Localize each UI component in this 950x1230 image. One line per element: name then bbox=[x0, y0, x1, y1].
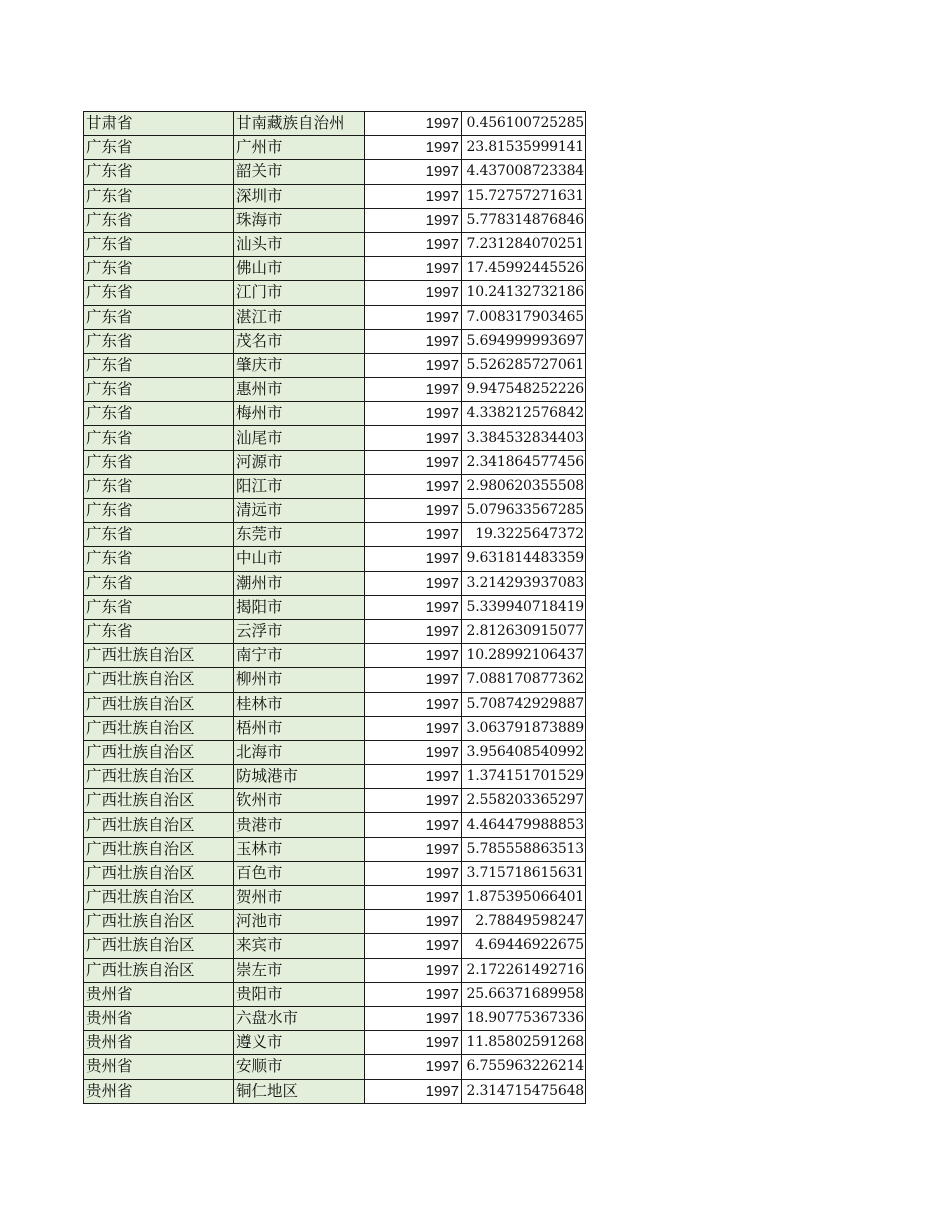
year-cell[interactable]: 1997 bbox=[365, 837, 462, 861]
city-cell[interactable]: 防城港市 bbox=[234, 765, 365, 789]
value-cell[interactable]: 1.374151701529 bbox=[462, 765, 586, 789]
table-row bbox=[84, 958, 586, 982]
province-cell[interactable]: 广西壮族自治区 bbox=[84, 789, 234, 813]
year-cell[interactable]: 1997 bbox=[365, 329, 462, 353]
table-row bbox=[84, 474, 586, 498]
city-cell[interactable]: 佛山市 bbox=[234, 257, 365, 281]
table-row bbox=[84, 619, 586, 643]
city-cell[interactable]: 六盘水市 bbox=[234, 1006, 365, 1030]
city-cell[interactable]: 贵阳市 bbox=[234, 982, 365, 1006]
year-cell[interactable]: 1997 bbox=[365, 982, 462, 1006]
province-cell[interactable]: 广东省 bbox=[84, 402, 234, 426]
city-cell[interactable]: 河池市 bbox=[234, 910, 365, 934]
city-cell[interactable]: 玉林市 bbox=[234, 837, 365, 861]
value-cell[interactable]: 2.78849598247 bbox=[462, 910, 586, 934]
city-cell[interactable]: 北海市 bbox=[234, 740, 365, 764]
value-cell[interactable]: 10.28992106437 bbox=[462, 644, 586, 668]
value-cell[interactable]: 5.708742929887 bbox=[462, 692, 586, 716]
year-cell[interactable]: 1997 bbox=[365, 208, 462, 232]
value-cell[interactable]: 3.214293937083 bbox=[462, 571, 586, 595]
province-cell[interactable]: 贵州省 bbox=[84, 1055, 234, 1079]
table-row bbox=[84, 886, 586, 910]
table-row bbox=[84, 692, 586, 716]
table-row bbox=[84, 910, 586, 934]
table-row bbox=[84, 571, 586, 595]
table-row bbox=[84, 136, 586, 160]
table-row bbox=[84, 378, 586, 402]
value-cell[interactable]: 19.3225647372 bbox=[462, 523, 586, 547]
value-cell[interactable]: 5.785558863513 bbox=[462, 837, 586, 861]
value-cell[interactable]: 3.956408540992 bbox=[462, 740, 586, 764]
province-cell[interactable]: 广东省 bbox=[84, 257, 234, 281]
province-cell[interactable]: 广西壮族自治区 bbox=[84, 813, 234, 837]
table-row bbox=[84, 861, 586, 885]
table-row bbox=[84, 499, 586, 523]
value-cell[interactable]: 5.526285727061 bbox=[462, 353, 586, 377]
table-row bbox=[84, 789, 586, 813]
value-cell[interactable]: 9.947548252226 bbox=[462, 378, 586, 402]
table-row bbox=[84, 765, 586, 789]
province-cell[interactable]: 广东省 bbox=[84, 450, 234, 474]
province-cell[interactable]: 广东省 bbox=[84, 378, 234, 402]
city-cell[interactable]: 甘南藏族自治州 bbox=[234, 112, 365, 136]
year-cell[interactable]: 1997 bbox=[365, 886, 462, 910]
city-cell[interactable]: 汕头市 bbox=[234, 232, 365, 256]
year-cell[interactable]: 1997 bbox=[365, 426, 462, 450]
province-cell[interactable]: 广东省 bbox=[84, 523, 234, 547]
year-cell[interactable]: 1997 bbox=[365, 934, 462, 958]
city-cell[interactable]: 安顺市 bbox=[234, 1055, 365, 1079]
value-cell[interactable]: 7.008317903465 bbox=[462, 305, 586, 329]
value-cell[interactable]: 9.631814483359 bbox=[462, 547, 586, 571]
city-cell[interactable]: 潮州市 bbox=[234, 571, 365, 595]
year-cell[interactable]: 1997 bbox=[365, 789, 462, 813]
province-cell[interactable]: 广西壮族自治区 bbox=[84, 740, 234, 764]
year-cell[interactable]: 1997 bbox=[365, 378, 462, 402]
value-cell[interactable]: 4.69446922675 bbox=[462, 934, 586, 958]
city-cell[interactable]: 中山市 bbox=[234, 547, 365, 571]
city-cell[interactable]: 崇左市 bbox=[234, 958, 365, 982]
year-cell[interactable]: 1997 bbox=[365, 160, 462, 184]
table-row bbox=[84, 402, 586, 426]
value-cell[interactable]: 4.464479988853 bbox=[462, 813, 586, 837]
table-row bbox=[84, 934, 586, 958]
province-cell[interactable]: 广东省 bbox=[84, 353, 234, 377]
year-cell[interactable]: 1997 bbox=[365, 861, 462, 885]
table-row bbox=[84, 426, 586, 450]
value-cell[interactable]: 25.66371689958 bbox=[462, 982, 586, 1006]
city-cell[interactable]: 清远市 bbox=[234, 499, 365, 523]
province-cell[interactable]: 贵州省 bbox=[84, 982, 234, 1006]
province-cell[interactable]: 广东省 bbox=[84, 305, 234, 329]
value-cell[interactable]: 1.875395066401 bbox=[462, 886, 586, 910]
year-cell[interactable]: 1997 bbox=[365, 644, 462, 668]
province-cell[interactable]: 广东省 bbox=[84, 232, 234, 256]
year-cell[interactable]: 1997 bbox=[365, 112, 462, 136]
value-cell[interactable]: 2.314715475648 bbox=[462, 1079, 586, 1103]
year-cell[interactable]: 1997 bbox=[365, 232, 462, 256]
city-cell[interactable]: 惠州市 bbox=[234, 378, 365, 402]
value-cell[interactable]: 2.812630915077 bbox=[462, 619, 586, 643]
province-cell[interactable]: 广西壮族自治区 bbox=[84, 716, 234, 740]
table-row bbox=[84, 716, 586, 740]
value-cell[interactable]: 5.339940718419 bbox=[462, 595, 586, 619]
province-cell[interactable]: 甘肃省 bbox=[84, 112, 234, 136]
year-cell[interactable]: 1997 bbox=[365, 1055, 462, 1079]
value-cell[interactable]: 5.778314876846 bbox=[462, 208, 586, 232]
year-cell[interactable]: 1997 bbox=[365, 257, 462, 281]
table-row bbox=[84, 595, 586, 619]
table-row bbox=[84, 1055, 586, 1079]
year-cell[interactable]: 1997 bbox=[365, 813, 462, 837]
value-cell[interactable]: 11.85802591268 bbox=[462, 1031, 586, 1055]
value-cell[interactable]: 2.980620355508 bbox=[462, 474, 586, 498]
city-cell[interactable]: 揭阳市 bbox=[234, 595, 365, 619]
province-cell[interactable]: 广西壮族自治区 bbox=[84, 910, 234, 934]
year-cell[interactable]: 1997 bbox=[365, 450, 462, 474]
year-cell[interactable]: 1997 bbox=[365, 619, 462, 643]
value-cell[interactable]: 3.384532834403 bbox=[462, 426, 586, 450]
value-cell[interactable]: 2.341864577456 bbox=[462, 450, 586, 474]
city-cell[interactable]: 来宾市 bbox=[234, 934, 365, 958]
value-cell[interactable]: 23.81535999141 bbox=[462, 136, 586, 160]
value-cell[interactable]: 4.338212576842 bbox=[462, 402, 586, 426]
value-cell[interactable]: 2.172261492716 bbox=[462, 958, 586, 982]
city-cell[interactable]: 河源市 bbox=[234, 450, 365, 474]
city-cell[interactable]: 桂林市 bbox=[234, 692, 365, 716]
value-cell[interactable]: 3.063791873889 bbox=[462, 716, 586, 740]
province-cell[interactable]: 广东省 bbox=[84, 281, 234, 305]
table-row bbox=[84, 112, 586, 136]
value-cell[interactable]: 7.088170877362 bbox=[462, 668, 586, 692]
year-cell[interactable]: 1997 bbox=[365, 184, 462, 208]
year-cell[interactable]: 1997 bbox=[365, 474, 462, 498]
city-cell[interactable]: 贺州市 bbox=[234, 886, 365, 910]
table-row bbox=[84, 1031, 586, 1055]
year-cell[interactable]: 1997 bbox=[365, 765, 462, 789]
table-row bbox=[84, 740, 586, 764]
province-cell[interactable]: 广西壮族自治区 bbox=[84, 958, 234, 982]
province-cell[interactable]: 广东省 bbox=[84, 426, 234, 450]
province-cell[interactable]: 广西壮族自治区 bbox=[84, 765, 234, 789]
city-cell[interactable]: 深圳市 bbox=[234, 184, 365, 208]
province-cell[interactable]: 广东省 bbox=[84, 474, 234, 498]
year-cell[interactable]: 1997 bbox=[365, 1031, 462, 1055]
province-cell[interactable]: 广东省 bbox=[84, 184, 234, 208]
city-cell[interactable]: 梧州市 bbox=[234, 716, 365, 740]
city-cell[interactable]: 汕尾市 bbox=[234, 426, 365, 450]
province-cell[interactable]: 广东省 bbox=[84, 499, 234, 523]
table-row bbox=[84, 353, 586, 377]
value-cell[interactable]: 10.24132732186 bbox=[462, 281, 586, 305]
year-cell[interactable]: 1997 bbox=[365, 305, 462, 329]
value-cell[interactable]: 2.558203365297 bbox=[462, 789, 586, 813]
value-cell[interactable]: 17.45992445526 bbox=[462, 257, 586, 281]
table-row bbox=[84, 208, 586, 232]
table-body bbox=[84, 112, 586, 1104]
province-cell[interactable]: 广东省 bbox=[84, 136, 234, 160]
province-cell[interactable]: 广西壮族自治区 bbox=[84, 644, 234, 668]
year-cell[interactable]: 1997 bbox=[365, 1006, 462, 1030]
year-cell[interactable]: 1997 bbox=[365, 402, 462, 426]
value-cell[interactable]: 18.90775367336 bbox=[462, 1006, 586, 1030]
table-row bbox=[84, 644, 586, 668]
year-cell[interactable]: 1997 bbox=[365, 499, 462, 523]
table-row bbox=[84, 668, 586, 692]
year-cell[interactable]: 1997 bbox=[365, 281, 462, 305]
table-row bbox=[84, 184, 586, 208]
city-cell[interactable]: 湛江市 bbox=[234, 305, 365, 329]
year-cell[interactable]: 1997 bbox=[365, 668, 462, 692]
city-cell[interactable]: 茂名市 bbox=[234, 329, 365, 353]
table-row bbox=[84, 329, 586, 353]
city-cell[interactable]: 韶关市 bbox=[234, 160, 365, 184]
province-cell[interactable]: 广西壮族自治区 bbox=[84, 837, 234, 861]
year-cell[interactable]: 1997 bbox=[365, 958, 462, 982]
value-cell[interactable]: 0.456100725285 bbox=[462, 112, 586, 136]
province-cell[interactable]: 广东省 bbox=[84, 619, 234, 643]
year-cell[interactable]: 1997 bbox=[365, 571, 462, 595]
value-cell[interactable]: 5.694999993697 bbox=[462, 329, 586, 353]
value-cell[interactable]: 7.231284070251 bbox=[462, 232, 586, 256]
city-cell[interactable]: 柳州市 bbox=[234, 668, 365, 692]
city-cell[interactable]: 江门市 bbox=[234, 281, 365, 305]
province-cell[interactable]: 广东省 bbox=[84, 160, 234, 184]
value-cell[interactable]: 4.437008723384 bbox=[462, 160, 586, 184]
value-cell[interactable]: 5.079633567285 bbox=[462, 499, 586, 523]
city-cell[interactable]: 云浮市 bbox=[234, 619, 365, 643]
table-row bbox=[84, 547, 586, 571]
province-cell[interactable]: 广西壮族自治区 bbox=[84, 886, 234, 910]
city-cell[interactable]: 广州市 bbox=[234, 136, 365, 160]
province-cell[interactable]: 广东省 bbox=[84, 329, 234, 353]
table-row bbox=[84, 837, 586, 861]
year-cell[interactable]: 1997 bbox=[365, 692, 462, 716]
value-cell[interactable]: 3.715718615631 bbox=[462, 861, 586, 885]
table-row bbox=[84, 523, 586, 547]
province-cell[interactable]: 贵州省 bbox=[84, 1031, 234, 1055]
table-row bbox=[84, 1006, 586, 1030]
year-cell[interactable]: 1997 bbox=[365, 910, 462, 934]
city-cell[interactable]: 遵义市 bbox=[234, 1031, 365, 1055]
year-cell[interactable]: 1997 bbox=[365, 353, 462, 377]
province-cell[interactable]: 广西壮族自治区 bbox=[84, 668, 234, 692]
table-row bbox=[84, 982, 586, 1006]
province-cell[interactable]: 广西壮族自治区 bbox=[84, 692, 234, 716]
province-cell[interactable]: 贵州省 bbox=[84, 1006, 234, 1030]
value-cell[interactable]: 6.755963226214 bbox=[462, 1055, 586, 1079]
table-row bbox=[84, 257, 586, 281]
province-cell[interactable]: 广东省 bbox=[84, 571, 234, 595]
table-row bbox=[84, 232, 586, 256]
table-row bbox=[84, 160, 586, 184]
city-cell[interactable]: 铜仁地区 bbox=[234, 1079, 365, 1103]
year-cell[interactable]: 1997 bbox=[365, 547, 462, 571]
province-cell[interactable]: 广东省 bbox=[84, 595, 234, 619]
data-table bbox=[83, 111, 586, 1104]
value-cell[interactable]: 15.72757271631 bbox=[462, 184, 586, 208]
table-row bbox=[84, 281, 586, 305]
city-cell[interactable]: 南宁市 bbox=[234, 644, 365, 668]
year-cell[interactable]: 1997 bbox=[365, 595, 462, 619]
province-cell[interactable]: 广西壮族自治区 bbox=[84, 934, 234, 958]
city-cell[interactable]: 肇庆市 bbox=[234, 353, 365, 377]
table-row bbox=[84, 813, 586, 837]
city-cell[interactable]: 梅州市 bbox=[234, 402, 365, 426]
year-cell[interactable]: 1997 bbox=[365, 136, 462, 160]
year-cell[interactable]: 1997 bbox=[365, 740, 462, 764]
year-cell[interactable]: 1997 bbox=[365, 1079, 462, 1103]
province-cell[interactable]: 广东省 bbox=[84, 208, 234, 232]
table-row bbox=[84, 1079, 586, 1103]
city-cell[interactable]: 阳江市 bbox=[234, 474, 365, 498]
table-row bbox=[84, 450, 586, 474]
table-row bbox=[84, 305, 586, 329]
province-cell[interactable]: 广东省 bbox=[84, 547, 234, 571]
province-cell[interactable]: 贵州省 bbox=[84, 1079, 234, 1103]
year-cell[interactable]: 1997 bbox=[365, 716, 462, 740]
year-cell[interactable]: 1997 bbox=[365, 523, 462, 547]
city-cell[interactable]: 东莞市 bbox=[234, 523, 365, 547]
province-cell[interactable]: 广西壮族自治区 bbox=[84, 861, 234, 885]
city-cell[interactable]: 百色市 bbox=[234, 861, 365, 885]
city-cell[interactable]: 珠海市 bbox=[234, 208, 365, 232]
city-cell[interactable]: 贵港市 bbox=[234, 813, 365, 837]
city-cell[interactable]: 钦州市 bbox=[234, 789, 365, 813]
